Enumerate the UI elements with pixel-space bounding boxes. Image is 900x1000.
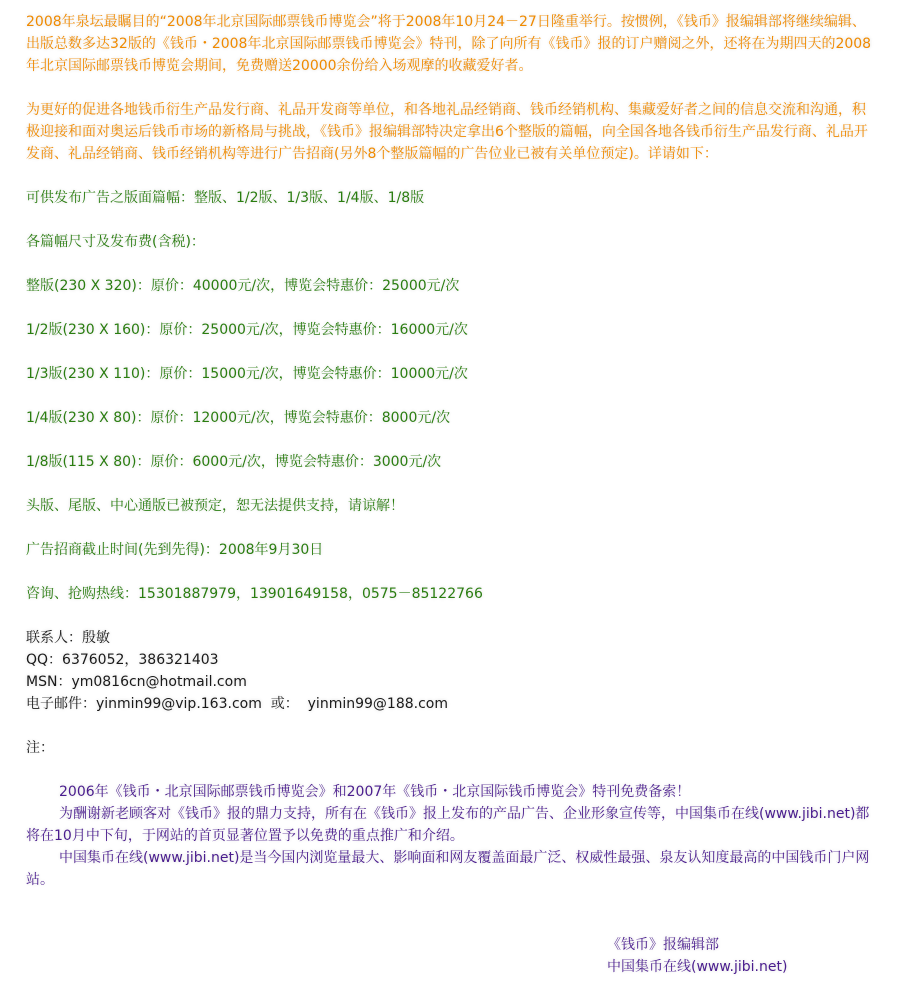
signature-website: 中国集币在线(www.jibi.net): [607, 959, 788, 975]
price-row-full: 整版(230 X 320)：原价：40000元/次，博览会特惠价：25000元/次: [26, 278, 460, 294]
reserved-note: 头版、尾版、中心通版已被预定，恕无法提供支持，请谅解！: [26, 498, 404, 514]
notes-heading: 注：: [26, 740, 54, 756]
notes-block: [26, 781, 878, 891]
contact-block: [26, 627, 878, 715]
note-3: 中国集币在线(www.jibi.net)是当今国内浏览量最大、影响面和网友覆盖面最广泛、权威性最强、泉友认知度最高的中国钱币门户网站。: [26, 850, 870, 888]
price-row-half: 1/2版(230 X 160)：原价：25000元/次，博览会特惠价：16000元/次: [26, 322, 468, 338]
contact-person: 联系人：殷敏: [26, 630, 110, 646]
hotline: 咨询、抢购热线：15301887979，13901649158，0575－85122766: [26, 586, 483, 602]
note-2: 为酬谢新老顾客对《钱币》报的鼎力支持，所有在《钱币》报上发布的产品广告、企业形象宣传等，中国集币在线(www.jibi.net)都将在10月中下旬，于网站的首页显著位置予以免费的重点推广和介绍。: [26, 806, 870, 844]
intro-paragraph-2: 为更好的促进各地钱币衍生产品发行商、礼品开发商等单位，和各地礼品经销商、钱币经销机构、集藏爱好者之间的信息交流和沟通，积极迎接和面对奥运后钱币市场的新格局与挑战，《钱币》报编辑部特决定拿出6个整版的篇幅，向全国各地各钱币衍生产品发行商、礼品开发商、礼品经销商、钱币经销机构等进行广告招商(另外8个整版篇幅的广告位业已被有关单位预定)。详请如下：: [26, 102, 868, 162]
price-heading: 各篇幅尺寸及发布费(含税)：: [26, 234, 205, 250]
contact-msn: MSN：ym0816cn@hotmail.com: [26, 674, 247, 690]
contact-qq: QQ：6376052，386321403: [26, 652, 219, 668]
price-row-quarter: 1/4版(230 X 80)：原价：12000元/次，博览会特惠价：8000元/次: [26, 410, 451, 426]
intro-paragraph-1: 2008年泉坛最瞩目的“2008年北京国际邮票钱币博览会”将于2008年10月24－27日隆重举行。按惯例，《钱币》报编辑部将继续编辑、出版总数多达32版的《钱币・2008年北京国际邮票钱币博览会》特刊，除了向所有《钱币》报的订户赠阅之外，还将在为期四天的2008年北京国际邮票钱币博览会期间，免费赠送20000余份给入场观摩的收藏爱好者。: [26, 14, 872, 74]
signature-editorial: 《钱币》报编辑部: [607, 937, 719, 953]
price-row-eighth: 1/8版(115 X 80)：原价：6000元/次，博览会特惠价：3000元/次: [26, 454, 442, 470]
contact-email: 电子邮件：yinmin99@vip.163.com 或： yinmin99@188.com: [26, 696, 448, 712]
available-sizes: 可供发布广告之版面篇幅：整版、1/2版、1/3版、1/4版、1/8版: [26, 190, 425, 206]
note-1: 2006年《钱币・北京国际邮票钱币博览会》和2007年《钱币・北京国际钱币博览会》特刊免费备索！: [59, 784, 691, 800]
deadline: 广告招商截止时间(先到先得)：2008年9月30日: [26, 542, 324, 558]
announcement-body: [26, 11, 878, 891]
signature-block: [607, 934, 877, 978]
price-row-third: 1/3版(230 X 110)：原价：15000元/次，博览会特惠价：10000元/次: [26, 366, 468, 382]
